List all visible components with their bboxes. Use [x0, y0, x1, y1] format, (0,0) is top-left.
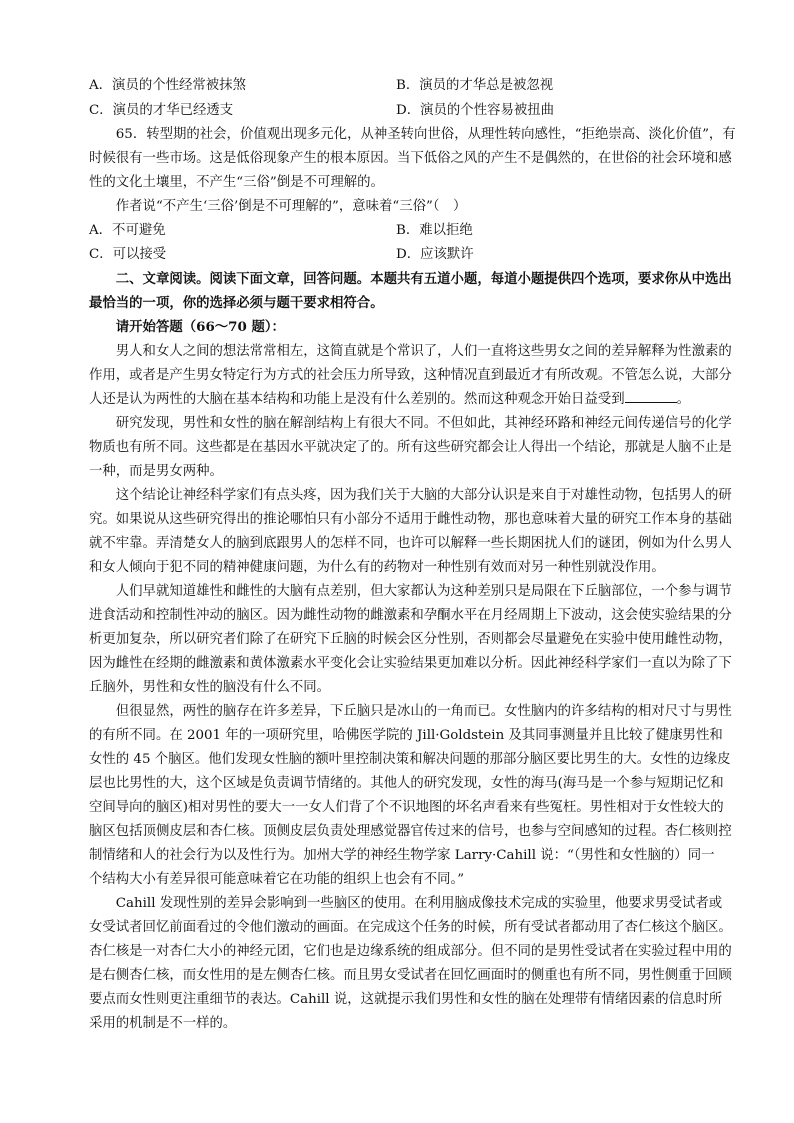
passage-p2-line-3: 一种，而是男女两种。	[89, 464, 223, 479]
passage-p2-line-1: 研究发现，男性和女性的脑在解剖结构上有很大不同。不但如此，其神经环路和神经元间传递信号的化学	[89, 416, 732, 431]
passage-p5-line-6: 脑区包括顶侧皮层和杏仁核。顶侧皮层负责处理感觉器官传过来的信号，也参与空间感知的过程。杏仁核则控	[89, 824, 732, 839]
passage-p5-line-2: 的有所不同。在 2001 年的一项研究里，哈佛医学院的 Jill·Goldstein 及其同事测量并且比较了健康男性和	[89, 728, 723, 743]
passage-p6-line-5: 要点而女性则更注重细节的表达。Cahill 说，这就提示我们男性和女性的脑在处理带有情绪因素的信息时所	[89, 992, 723, 1007]
passage-p5-line-1: 但很显然，两性的脑存在许多差异，下丘脑只是冰山的一角而已。女性脑内的许多结构的相对尺寸与男性	[89, 704, 732, 719]
q65-option-b: B．难以拒绝	[396, 223, 473, 238]
q65-stem-line-3: 性的文化土壤里，不产生“三俗”倒是不可理解的。	[89, 175, 384, 190]
passage-p4-line-5: 丘脑外，男性和女性的脑没有什么不同。	[89, 680, 331, 695]
passage-p1-line-3	[89, 388, 690, 411]
passage-p1-line-1: 男人和女人之间的想法常常相左，这简直就是个常识了，人们一直将这些男女之间的差异解释为性激素的	[89, 344, 732, 359]
passage-p5-line-5: 空间导向的脑区)相对男性的要大一一女人们背了个不识地图的坏名声看来有些冤枉。男性相对于女性较大的	[89, 800, 724, 815]
q65-question: 作者说“不产生‘三俗’倒是不可理解的”，意味着“三俗”（ ）	[89, 199, 467, 214]
passage-p6-line-3: 杏仁核是一对杏仁大小的神经元团，它们也是边缘系统的组成部分。但不同的是男性受试者在实验过程中用的	[89, 944, 732, 959]
q65-option-a: A．不可避免	[89, 223, 166, 238]
passage-p6-line-2: 女受试者回忆前面看过的令他们激动的画面。在完成这个任务的时候，所有受试者都动用了杏仁核这个脑区。	[89, 920, 732, 935]
passage-p5-line-3: 女性的 45 个脑区。他们发现女性脑的额叶里控制决策和解决问题的那部分脑区要比男生的大。女性的边缘皮	[89, 752, 731, 767]
section2-heading-line-1: 二、文章阅读。阅读下面文章，回答问题。本题共有五道小题，每道小题提供四个选项，要求你从中选出	[89, 271, 732, 287]
passage-p3-line-3: 就不牢靠。弄清楚女人的脑到底跟男人的怎样不同，也许可以解释一些长期困扰人们的谜团，例如为什么男人	[89, 536, 732, 551]
passage-p1-line-3-end: 。	[676, 392, 691, 407]
q65-stem-line-1: 65．转型期的社会，价值观出现多元化，从神圣转向世俗，从理性转向感性，“拒绝崇高、淡化价值”，有	[89, 127, 736, 142]
passage-p4-line-4: 因为雌性在经期的雌激素和黄体激素水平变化会让实验结果更加难以分析。因此神经科学家们一直以为除了下	[89, 656, 732, 671]
passage-p5-line-7: 制情绪和人的社会行为以及性行为。加州大学的神经生物学家 Larry·Cahill 说：“（男性和女性脑的）同一	[89, 848, 715, 863]
q65-option-c: C．可以接受	[89, 247, 167, 262]
section2-heading-line-2: 最恰当的一项，你的选择必须与题干要求相符合。	[89, 295, 384, 311]
q64-option-b: B．演员的才华总是被忽视	[396, 78, 554, 93]
q64-option-c: C．演员的才华已经透支	[89, 103, 234, 118]
q64-option-a: A．演员的个性经常被抹煞	[89, 78, 246, 93]
passage-p5-line-4: 层也比男性的大，这个区域是负责调节情绪的。其他人的研究发现，女性的海马(海马是一个参与短期记忆和	[89, 776, 724, 791]
passage-p3-line-1: 这个结论让神经科学家们有点头疼，因为我们关于大脑的大部分认识是来自于对雄性动物，包括男人的研	[89, 488, 732, 503]
passage-p3-line-4: 和女人倾向于犯不同的精神健康问题，为什么有的药物对一种性别有效而对另一种性别就没作用。	[89, 560, 665, 575]
passage-p4-line-3: 析更加复杂，所以研究者们除了在研究下丘脑的时候会区分性别，否则都会尽量避免在实验中使用雌性动物，	[89, 632, 732, 647]
q64-option-d: D．演员的个性容易被扭曲	[396, 103, 555, 118]
passage-p3-line-2: 究。如果说从这些研究得出的推论哪怕只有小部分不适用于雌性动物，那也意味着大量的研究工作本身的基础	[89, 512, 732, 527]
passage-p6-line-6: 采用的机制是不一样的。	[89, 1016, 237, 1031]
passage-p1-line-2: 作用，或者是产生男女特定行为方式的社会压力所导致，这种情况直到最近才有所改观。不管怎么说，大部分	[89, 368, 732, 383]
passage-p5-line-8: 个结构大小有差异很可能意味着它在功能的组织上也会有不同。”	[89, 872, 465, 887]
fill-blank	[625, 388, 677, 403]
passage-p4-line-2: 进食活动和控制性冲动的脑区。因为雌性动物的雌激素和孕酮水平在月经周期上下波动，这会使实验结果的分	[89, 608, 732, 623]
passage-p1-line-3-text: 人还是认为两性的大脑在基本结构和功能上是没有什么差别的。然而这种观念开始日益受到	[89, 392, 625, 407]
q65-option-d: D．应该默许	[396, 247, 474, 262]
passage-p6-line-1: Cahill 发现性别的差异会影响到一些脑区的使用。在利用脑成像技术完成的实验里，他要求男受试者或	[89, 896, 723, 911]
passage-p4-line-1: 人们早就知道雄性和雌性的大脑有点差别，但大家都认为这种差别只是局限在下丘脑部位，一个参与调节	[89, 584, 732, 599]
section2-start-instruction: 请开始答题（66～70 题）：	[89, 319, 285, 335]
q65-stem-line-2: 时候很有一些市场。这是低俗现象产生的根本原因。当下低俗之风的产生不是偶然的，在世俗的社会环境和感	[89, 151, 732, 166]
passage-p6-line-4: 是右侧杏仁核，而女性用的是左侧杏仁核。而且男女受试者在回忆画面时的侧重也有所不同，男性侧重于回顾	[89, 968, 732, 983]
passage-p2-line-2: 物质也有所不同。这些都是在基因水平就决定了的。所有这些研究都会让人得出一个结论，那就是人脑不止是	[89, 440, 732, 455]
